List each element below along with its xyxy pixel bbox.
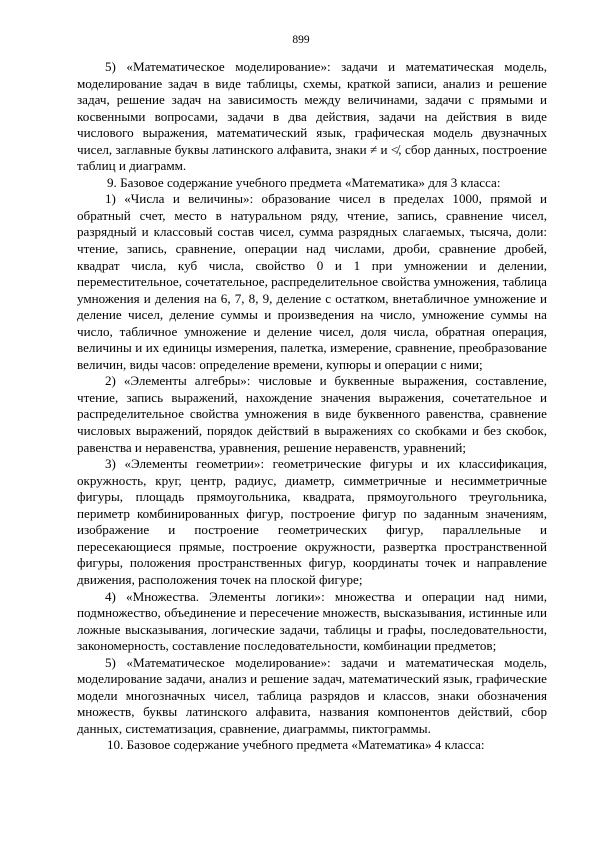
page-number: 899 (292, 34, 310, 46)
paragraph-numbers-and-quantities: 1) «Числа и величины»: образование чисел в пределах 1000, прямой и обратный счет, место в натуральном ряду, чтение, запись, сравнение чисел, разрядный и классовый состав чисел, сумма разрядных слагаемых, тысяча, доли: чтение, запись, сравнение, операции над числами, дроби, сравнение дробей, квадрат числа, куб числа, свойство 0 и 1 при умножении и делении, переместительное, сочетательное, распределительное свойства умножения, таблица умножения и деления на 6, 7, 8, 9, деление с остатком, внетабличное умножение и деление чисел, деление суммы и произведения на число, умножение суммы на число, табличное умножение и деление чисел, доля числа, обратная операция, величины и их единицы измерения, палетка, измерение, сравнение, преобразование величин, виды часов: определение времени, купюры и операции с ними; (77, 191, 547, 372)
document-body (77, 59, 547, 754)
paragraph-geometry-elements: 3) «Элементы геометрии»: геометрические фигуры и их классификация, окружность, круг, центр, радиус, диаметр, симметричные и несимметричные фигуры, площадь прямоугольника, квадрата, прямоугольного треугольника, периметр комбинированных фигур, построение фигур по заданным значениям, изображение и построение геометрических фигур, параллельные и пересекающиеся прямые, построение окружности, развертка пространственной фигуры, положения пространственных фигур, координаты точек и направление движения, расположения точек на плоской фигуре; (77, 456, 547, 587)
paragraph-math-modeling-grade2: 5) «Математическое моделирование»: задачи и математическая модель, моделирование задач в виде таблицы, схемы, краткой записи, анализ и решение задач, решение задач на зависимость между величинами, задачи с прямыми и косвенными вопросами, задачи в два действия, задачи на действия в виде числового выражения, математический язык, графическая модель двузначных чисел, заглавные буквы латинского алфавита, знаки ≠ и ≮, сбор данных, построение таблиц и диаграмм. (77, 59, 547, 174)
section-heading-grade3: 9. Базовое содержание учебного предмета «Математика» для 3 класса: (107, 174, 501, 190)
paragraph-math-modeling-grade3: 5) «Математическое моделирование»: задачи и математическая модель, моделирование задачи, анализ и решение задач, математический язык, графические модели многозначных чисел, таблица разрядов и классов, знаки обозначения множеств, буквы латинского алфавита, названия компонентов действий, сбор данных, систематизация, сравнение, диаграммы, пиктограммы. (77, 654, 547, 736)
paragraph-sets-and-logic: 4) «Множества. Элементы логики»: множества и операции над ними, подмножество, объединение и пересечение множеств, высказывания, истинные или ложные высказывания, логические задачи, таблицы и графы, последовательности, закономерность, составление последовательности, комбинации предметов; (77, 588, 547, 654)
section-heading-grade4: 10. Базовое содержание учебного предмета «Математика» 4 класса: (107, 737, 485, 753)
paragraph-algebra-elements: 2) «Элементы алгебры»: числовые и буквенные выражения, составление, чтение, запись выражений, нахождение значения выражения, сочетательное и распределительное свойства умножения в виде буквенного равенства, сравнение числовых выражений, порядок действий в выражениях со скобками и без скобок, равенства и неравенства, уравнения, решение неравенств, уравнений; (77, 373, 547, 455)
